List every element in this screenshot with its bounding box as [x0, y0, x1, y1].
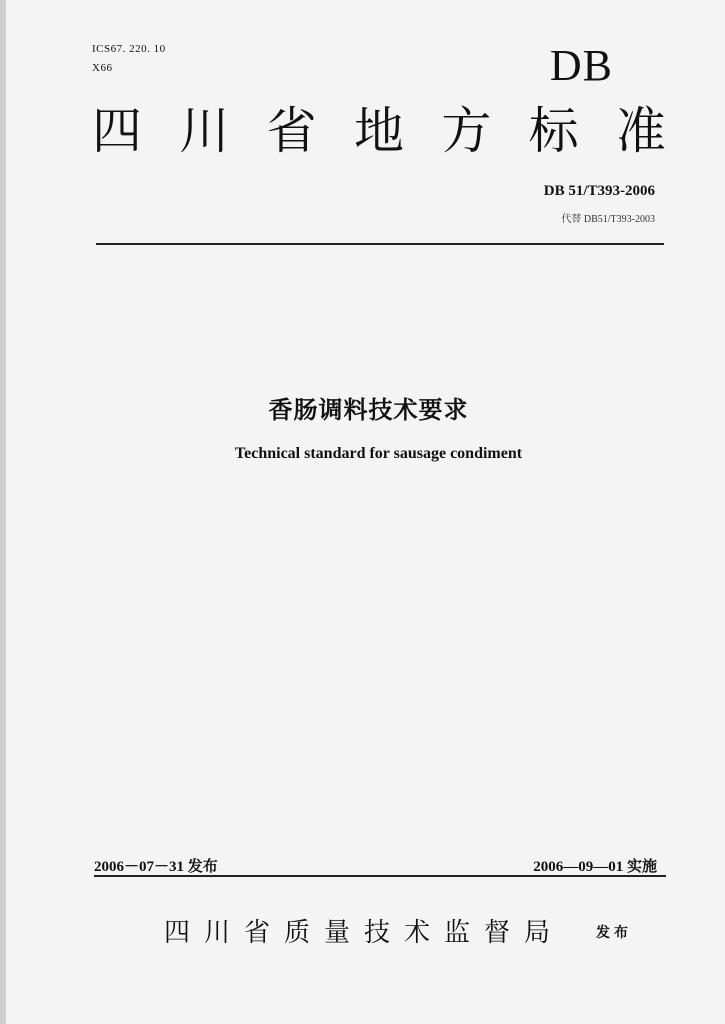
standard-type-char: 四 [92, 102, 142, 160]
english-title: Technical standard for sausage condiment [234, 445, 523, 462]
footer-divider [94, 875, 666, 877]
classification-codes [92, 40, 166, 78]
chinese-title: 香肠调料技术要求 [268, 396, 469, 424]
ics-code: ICS67. 220. 10 [92, 43, 166, 55]
publish-date: 2006－07－31 发布 [94, 859, 218, 875]
replaces-note: 代替 DB51/T393-2003 [561, 214, 655, 225]
standard-type-char: 方 [441, 102, 492, 160]
ccs-code: X66 [92, 62, 113, 74]
standard-type-char: 川 [179, 102, 230, 160]
standard-type-char: 地 [353, 102, 404, 160]
standard-type-char: 准 [615, 102, 666, 160]
header-divider [96, 243, 664, 245]
db-logo: DB [549, 41, 613, 90]
issue-word: 发布 [596, 925, 632, 941]
standard-number: DB 51/T393-2006 [543, 183, 655, 199]
issuing-authority: 四川省质量技术监督局 [164, 918, 565, 948]
effective-date: 2006—09—01 实施 [533, 859, 657, 875]
standard-type-title [92, 100, 666, 162]
standard-type-char: 省 [266, 102, 317, 160]
standard-type-char: 标 [528, 102, 579, 160]
